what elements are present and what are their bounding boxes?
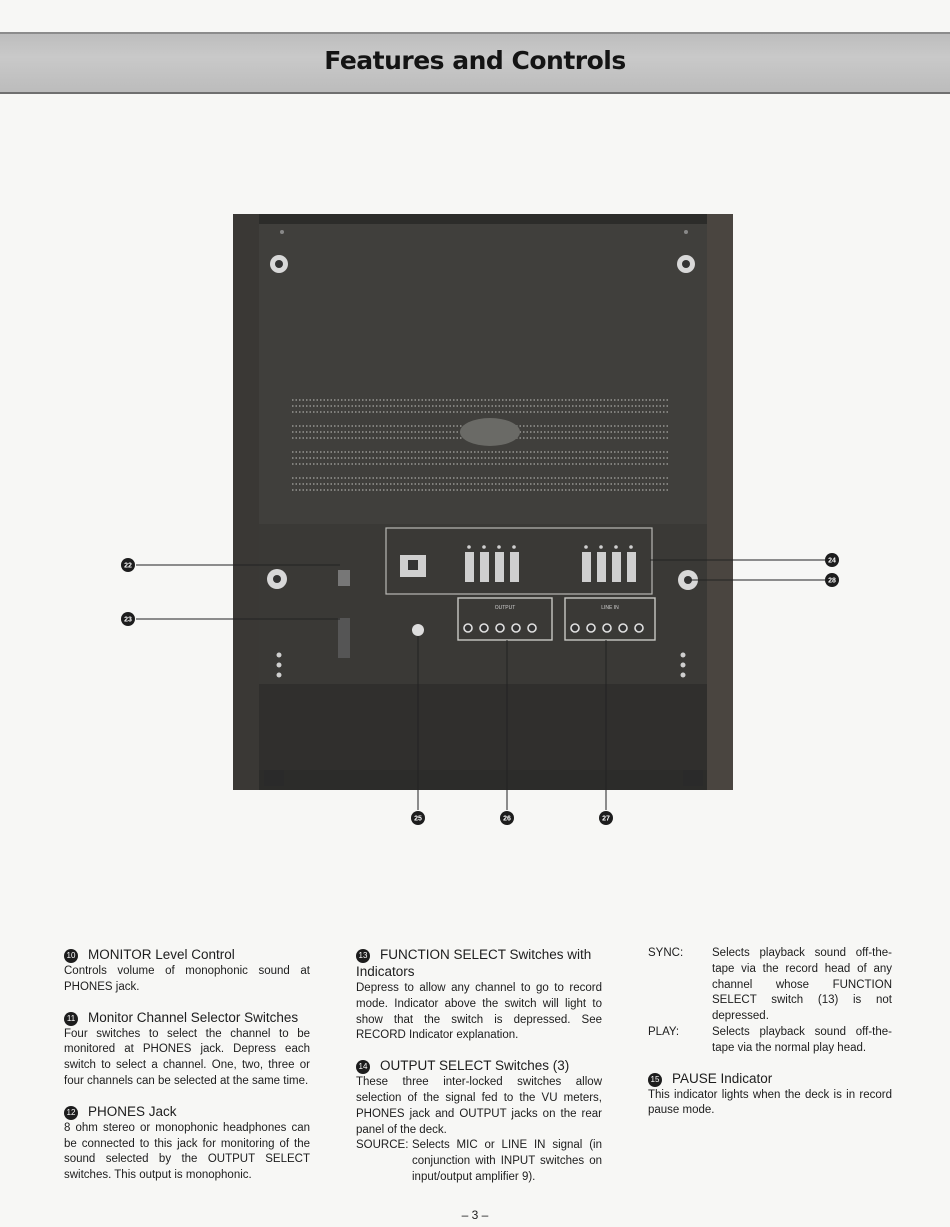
sync-term: SYNC:: [648, 947, 684, 959]
callout-22: 22: [124, 562, 132, 570]
section-11-heading: [64, 1009, 310, 1026]
section-12-heading: [64, 1103, 310, 1120]
section-12-body: 8 ohm stereo or monophonic headphones can be connected to this jack for monitoring of the sound selected by the OUTPUT SELECT switches. This output is monophonic.: [64, 1121, 310, 1182]
page-number: – 3 –: [461, 1208, 489, 1222]
section-14-body: These three inter-locked switches allow selection of the signal fed to the VU meters, PHONES jack and OUTPUT jacks on the rear panel of the deck.: [356, 1076, 602, 1136]
page-title: Features and Controls: [324, 46, 626, 75]
section-15-body: This indicator lights when the deck is in record pause mode.: [648, 1088, 892, 1117]
section-number: 13: [356, 949, 370, 963]
line-in-panel-label: LINE IN: [601, 605, 619, 611]
section-15-title: PAUSE Indicator: [672, 1070, 773, 1086]
section-13-body: Depress to allow any channel to go to record mode. Indicator above the switch will light to show that the switch is depressed. See RECORD Indicator explanation.: [356, 982, 602, 1042]
tape-deck-rear-photo: [0, 200, 950, 840]
section-14-heading: [356, 1057, 602, 1074]
play-definition: [648, 1025, 892, 1057]
section-13-heading: [356, 946, 602, 980]
sync-description: Selects playback sound off-the-tape via the record head of any channel whose FUNCTION SELECT switch (13) is not depressed.: [712, 947, 892, 1023]
sync-definition: [648, 946, 892, 1025]
section-11-body: Four switches to select the channel to be monitored at PHONES jack. Depress each switch to select a channel. One, two, three or four channels can be selected at the same time.: [64, 1027, 310, 1087]
callout-26: 26: [503, 815, 511, 823]
text-column-2: [356, 946, 602, 1186]
header-banner: [0, 32, 950, 94]
section-10-body: Controls volume of monophonic sound at PHONES jack.: [64, 965, 310, 993]
callout-24: 24: [828, 557, 836, 565]
callout-28: 28: [828, 577, 836, 585]
callout-23: 23: [124, 616, 132, 624]
section-13-title: FUNCTION SELECT Switches with Indicators: [356, 947, 592, 979]
text-column-3: [648, 946, 892, 1132]
play-term: PLAY:: [648, 1025, 680, 1038]
section-15-heading: [648, 1070, 892, 1087]
section-11-title: Monitor Channel Selector Switches: [88, 1009, 299, 1025]
text-column-1: [64, 946, 310, 1197]
section-number: 10: [64, 949, 78, 963]
section-number: 12: [64, 1106, 78, 1120]
section-10-heading: [64, 946, 310, 963]
section-12-title: PHONES Jack: [88, 1103, 177, 1119]
callout-27: 27: [602, 815, 610, 823]
source-term: SOURCE:: [356, 1139, 409, 1152]
source-definition: [356, 1138, 602, 1185]
play-description: Selects playback sound off-the-tape via the normal play head.: [712, 1025, 892, 1054]
section-14-title: OUTPUT SELECT Switches (3): [380, 1058, 570, 1074]
source-description: Selects MIC or LINE IN signal (in conjunction with INPUT switches on input/output amplifier 9).: [412, 1139, 602, 1183]
section-number: 14: [356, 1060, 370, 1074]
output-panel-label: OUTPUT: [494, 605, 516, 611]
callout-25: 25: [414, 815, 422, 823]
section-10-title: MONITOR Level Control: [88, 947, 235, 962]
section-number: 11: [64, 1012, 78, 1026]
section-number: 15: [648, 1073, 662, 1087]
